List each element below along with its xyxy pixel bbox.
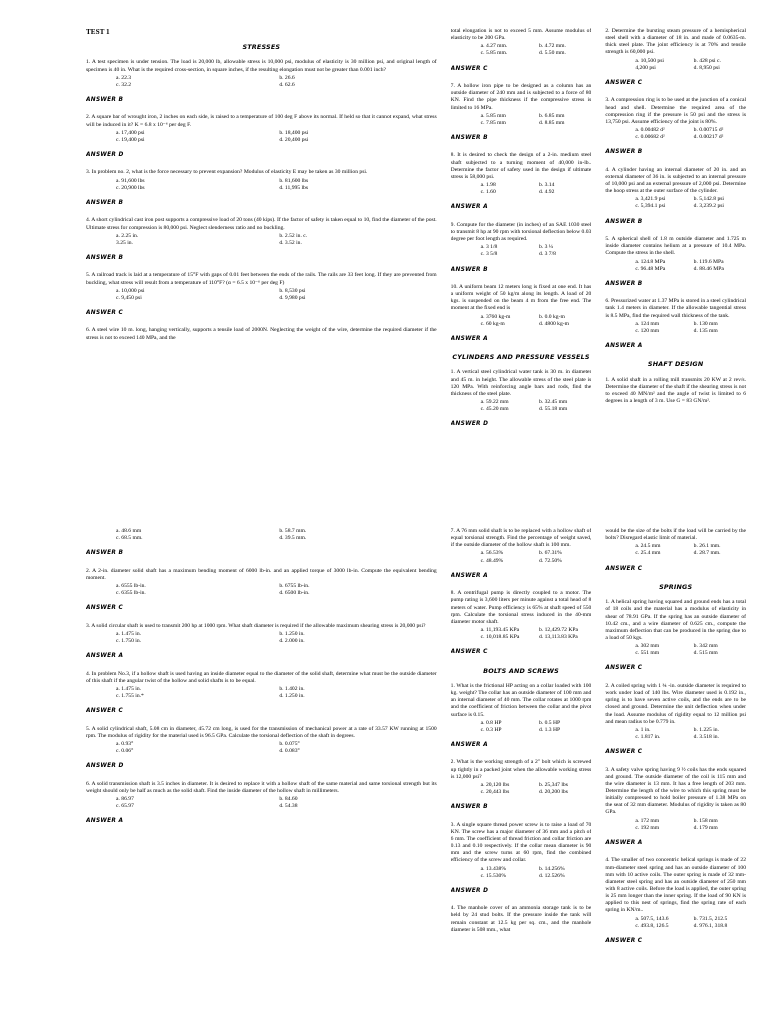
answer-options: [451, 550, 592, 564]
answer-option: b. 130 mm: [693, 320, 718, 327]
question-text: 5. A railroad track is laid at a temperature of 15°F with gaps of 0.01 feet between the ends of the rails. The rails are 33 feet long. If they are prevented from buckling, what stress will result from a temperature of 110°F? (α = 6.5 x 10⁻⁶ per deg F): [86, 272, 437, 286]
answer-option: c. 65.97: [116, 803, 134, 810]
answer-option: c. 20,443 lbs: [480, 789, 510, 795]
answer-option: c. 551 mm: [635, 650, 660, 657]
answer-option: b. 5,142.8 psi: [693, 196, 724, 203]
answer-option: b. 25,347 lbs: [539, 781, 568, 788]
answer-option: a. 5.85 mm: [480, 112, 506, 119]
answer-option: c. 0.06°: [116, 748, 134, 755]
answer-option: d. 55.18 mm: [539, 406, 568, 413]
answer-options: [605, 58, 746, 72]
question-text: 4. A cylinder having an internal diameter of 20 in. and an external diameter of 36 in. is subjected to an internal pressure of 10,000 psi and an external pressure of 2,000 psi. Determine the hoop stress at the outer surface of the cylinder.: [605, 166, 747, 195]
answer-option: d. 62.6: [279, 81, 295, 88]
answer-option: d. 4800 kg-m: [539, 320, 569, 327]
answer-option: d. 135 mm: [693, 327, 718, 334]
answer-options: [451, 113, 592, 127]
answer-options: [451, 866, 592, 880]
answer-options: [451, 782, 592, 796]
bottom-column-1: [86, 528, 437, 1018]
answer-options: [86, 130, 437, 144]
answer-options: [86, 796, 437, 810]
question-text: 1. A vertical steel cylindrical water tank is 30 m. in diameter and 45 m. in height. The allowable stress of the steel plate is 120 MPa. With reinforcing angle bars and rods, find the thickness of the steel plate.: [450, 369, 592, 397]
answer-option: a. 0.93°: [116, 740, 134, 747]
answer-options: [451, 244, 592, 258]
answer-option: c. 5,394.1 psi: [635, 203, 666, 210]
answer-key: ANSWER A: [86, 653, 124, 660]
answer-option: b. 731.5, 212.5: [693, 915, 728, 922]
answer-key: ANSWER C: [450, 65, 488, 72]
answer-option: b. 58.7 mm.: [279, 528, 307, 534]
answer-option: a. 17,400 psi: [116, 129, 145, 136]
question-text: 2. What is the working strength of a 2" bolt which is screwed up tightly in a packed joint when the allowable working stress is 12,000 psi?: [450, 759, 592, 780]
answer-option: c. 60 kg-m: [480, 320, 505, 327]
answer-option: a. 124.8 MPa: [635, 258, 666, 265]
answer-option: a. 124 mm: [635, 320, 660, 327]
answer-key: ANSWER B: [86, 550, 124, 557]
answer-option: d. 3,239.2 psi: [693, 203, 724, 210]
answer-option: b. 0.5 HP: [539, 719, 561, 726]
question-text: 1. A helical spring having squared and ground ends has a total of 18 coils and the material has a modulus of elasticity in shear of 78.91 GPa. If the spring has an outside diameter of 10.42 cm., and a wire diameter of 0.625 cm., compute the maximum deflection that can be produced in the spring due to a load of 50 kgs.: [605, 599, 747, 641]
answer-option: d. 8.85 mm: [539, 119, 565, 126]
answer-option: c. 32.2: [116, 81, 132, 88]
question-continuation: total elongation is not to exceed 5 mm. Assume modulus of elasticity to be 200 GPa.: [450, 28, 592, 42]
answer-options: [451, 399, 592, 413]
bottom-column-2: [451, 528, 592, 1018]
answer-option: c. 25.4 mm: [635, 550, 661, 557]
answer-option: a. 22.3: [116, 74, 132, 81]
answer-key: ANSWER A: [86, 818, 124, 825]
section-heading: BOLTS AND SCREWS: [483, 666, 559, 675]
answer-options: [86, 178, 437, 192]
answer-option: d. 6500 lb-in.: [279, 590, 310, 597]
answer-option: c. 1.750 in.: [116, 638, 142, 645]
answer-option: c. 20,900 lbs: [116, 184, 145, 191]
answer-option: 3.25 in.: [116, 239, 133, 246]
answer-option: b. 32.45 mm: [539, 399, 568, 406]
answer-options: [86, 288, 437, 302]
answer-options: [86, 75, 437, 89]
answer-option: d. 11,995 lbs: [279, 184, 309, 191]
answer-option: b. 3.14: [539, 182, 555, 188]
question-text: 3. In problem no. 2, what is the force necessary to prevent expansion? Modulus of elasticity E may be taken as 30 million psi.: [86, 169, 368, 176]
answer-option: b. 0.00715 d²: [693, 126, 724, 133]
answer-key: ANSWER B: [86, 199, 124, 206]
answer-options: [605, 259, 746, 273]
answer-option: b. 1.250 in.: [279, 630, 305, 637]
answer-option: a. 6555 lb-in.: [116, 583, 146, 590]
answer-option: a. 24.5 mm: [635, 543, 661, 550]
answer-option: d. 20,200 lbs: [539, 789, 568, 795]
answer-option: a. 2.25 in.: [116, 232, 139, 239]
answer-option: c. 0.3 HP: [480, 726, 502, 733]
question-text: 2. A coiled spring with 1 ¾ -in. outside diameter is required to work under load of 140 lbs. Wire diameter used is 0.192 in., spring is to have seven active coils, and the ends are to be closed and ground. Determine the unit deflection when under the load. Assume modulus of rigidity equal to 12 million psi and mean radius to be 0.779 in.: [605, 682, 747, 725]
question-text: 1. What is the frictional HP acting on a collar loaded with 100 kg. weight? The collar has an outside diameter of 100 mm and an internal diameter of 40 mm. The collar rotates at 1000 rpm and the coefficient of friction between the collar and the pivot surface is 0.15.: [450, 682, 592, 718]
answer-options: [86, 631, 437, 645]
answer-options: [451, 720, 592, 734]
answer-option: 4,200 psi: [635, 64, 656, 71]
top-column-3: [605, 28, 746, 503]
question-text: 7. A 76 mm solid shaft is to be replaced with a hollow shaft of equal torsional strength. Find the percentage of weight saved, if the outside diameter of the hollow shaft is 100 mm.: [450, 528, 592, 549]
answer-options: [86, 528, 437, 542]
answer-option: b. 67.31%: [539, 550, 562, 557]
answer-key: ANSWER C: [450, 649, 488, 656]
answer-option: b. 2.52 in. c.: [279, 232, 308, 239]
answer-options: [605, 127, 746, 141]
answer-option: c. 1.60: [480, 189, 496, 196]
answer-key: ANSWER A: [605, 343, 643, 349]
answer-option: a. 11,193.45 KPa: [480, 626, 520, 633]
question-text: 2. A 2-in. diameter solid shaft has a maximum bending moment of 6000 lb-in. and an applied torque of 3000 lb-in. Compute the equivalent bending moment.: [86, 567, 437, 581]
test-title: TEST 1: [86, 28, 110, 36]
answer-option: d. 3.52 in.: [279, 239, 302, 246]
answer-option: d. 0.00217 d²: [693, 134, 724, 141]
answer-key: ANSWER C: [86, 310, 124, 316]
answer-option: b. 12,429.72 KPa: [539, 626, 579, 633]
answer-option: a. 1.475 in.: [116, 630, 142, 637]
answer-options: [605, 543, 746, 557]
question-text: 3. A compression ring is to be used at the junction of a conical head and shell. Determine the required area of the compression ring if the pressure is 50 psi and the stress is 13,750 psi. Assume efficiency of the joint is 80%.: [605, 97, 747, 125]
answer-option: c. 10,018.85 KPa: [480, 634, 520, 641]
question-text: 10. A uniform beam 12 meters long is fixed at one end. It has a uniform weight of 50 kg/m along its length. A load of 20 kgs. is suspended on the beam 4 m from the free end. The moment at the fixed end is: [450, 283, 592, 312]
question-text: 6. A solid transmission shaft is 3.5 inches in diameter. It is desired to replace it with a hollow shaft of the same material and same torsional strength but its weight should only be half as much as the solid shaft. Find the inside diameter of the hollow shaft in millimeters.: [86, 780, 437, 794]
question-text: 6. Pressurized water at 1.37 MPa is stored in a steel cylindrical tank 1.4 meters in diameter. If the allowable tangential stress is 8.5 MPa, find the required wall thickness of the tank.: [605, 298, 747, 319]
answer-option: c. 68.5 mm.: [116, 535, 143, 542]
answer-option: b. 26.1 mm.: [693, 543, 721, 550]
answer-option: d. 1.3 HP: [539, 726, 561, 733]
answer-option: d. 3.518 in.: [693, 733, 719, 740]
answer-option: c. 45.20 mm: [480, 406, 509, 413]
answer-options: [605, 818, 746, 832]
answer-option: d. 5.50 mm.: [539, 50, 566, 57]
answer-option: c. 9,450 psi: [116, 294, 142, 301]
answer-option: d. 976.1, 318.8: [693, 922, 728, 929]
question-text: 2. A square bar of wrought iron, 2 inches on each side, is raised to a temperature of 100 deg F above its normal. If held so that it cannot expand, what stress will be induced in it? K = 6.8 x 10⁻⁶ per deg F.: [86, 114, 437, 128]
answer-option: b. 1.402 in.: [279, 685, 305, 692]
answer-option: b. 428 psi c.: [693, 57, 721, 64]
answer-option: b. 342 mm: [693, 643, 718, 650]
question-text: 7. A hollow iron pipe to be designed as a column has an outside diameter of 240 mm and is subjected to a force of 80 KN. Find the pipe thickness if the compressive stress is limited to 16 MPa.: [450, 83, 592, 111]
answer-option: b. 6755 lb-in.: [279, 583, 310, 590]
answer-option: a. 56.53%: [480, 550, 504, 557]
answer-option: a. 48.6 mm: [116, 528, 142, 534]
answer-option: d. 20,400 psi: [279, 136, 309, 143]
top-column-2: [451, 28, 592, 503]
answer-key: ANSWER B: [450, 266, 488, 273]
answer-option: c. 0.00682 d²: [635, 134, 665, 141]
answer-key: ANSWER C: [605, 749, 643, 756]
answer-option: d. 54.38: [279, 803, 298, 810]
question-text: 9. Compute for the diameter (in inches) of an SAE 1030 steel to transmit 8 hp at 90 rpm with torsional deflection below 0.03 degree per foot length as required.: [450, 221, 592, 243]
question-text: 3. A safety valve spring having 9 ½ coils has the ends squared and ground. The outside diameter of the coil is 115 mm and the wire diameter is 13 mm. It has a free length of 203 mm. Determine the length of the wire to which this spring must be initially compressed to hold boiler pressure of 1.38 MPa on the seat of 32 mm diameter. Modulus of rigidity is taken as 80 GPa.: [605, 766, 747, 816]
answer-option: d. 4.92: [539, 189, 555, 196]
answer-option: d. 1.250 in.: [279, 693, 305, 700]
answer-options: [86, 583, 437, 597]
answer-option: a. 3 1/8: [480, 244, 498, 251]
question-text: 3. A solid circular shaft is used to transmit 200 hp at 1000 rpm. What shaft diameter is required if the allowable maximum shearing stress is 20,000 psi?: [86, 622, 426, 629]
question-continuation: would be the size of the bolts if the load will be carried by the bolts? Disregard elastic limit of material.: [605, 528, 747, 542]
answer-option: d. 0.083°: [279, 748, 300, 755]
answer-option: a. 1.98: [480, 182, 496, 188]
answer-key: ANSWER B: [605, 149, 643, 156]
answer-option: c. 7.85 mm: [480, 119, 506, 126]
answer-options: [451, 627, 592, 641]
question-text: 1. A solid shaft in a rolling mill transmits 20 KW at 2 rev/s. Determine the diameter of the shaft if the shearing stress is not to exceed 40 MN/m² and the angle of twist is limited to 6 degrees in a length of 3 m. Use G = 83 GN/m².: [605, 376, 747, 405]
answer-option: c. 48.49%: [480, 557, 504, 564]
answer-option: a. 10,000 psi: [116, 287, 145, 294]
answer-key: ANSWER B: [450, 134, 488, 141]
answer-key: ANSWER A: [450, 572, 488, 579]
answer-options: [605, 643, 746, 657]
answer-key: ANSWER D: [450, 421, 489, 428]
answer-option: d. 179 mm: [693, 824, 718, 831]
answer-key: ANSWER C: [86, 605, 124, 612]
question-text: 4. The manhole cover of an ammonia storage tank is to be held by 24 stud bolts. If the pressure inside the tank will remain constant at 12.5 kg per sq. cm., and the manhole diameter is 508 mm., what: [450, 905, 592, 933]
answer-key: ANSWER C: [86, 708, 124, 715]
answer-option: b. 158 mm: [693, 817, 718, 824]
answer-option: a. 1 in.: [635, 726, 651, 733]
answer-option: c. 6355 lb-in.: [116, 590, 146, 597]
answer-option: b. 6.85 mm: [539, 112, 565, 119]
bottom-sheet: [0, 528, 768, 1018]
question-text: 1. A test specimen is under tension. The load is 20,000 lb, allowable stress is 10,000 psi, modulus of elasticity is 30 million psi, and original length of specimen is 40 in. What is the required cross-section, in square inches, if the resulting elongation must not be greater than 0.001 inch?: [86, 59, 437, 73]
top-sheet: [0, 28, 768, 503]
answer-option: d. 515 mm: [693, 650, 718, 657]
answer-options: [451, 314, 592, 328]
answer-option: b. 81,600 lbs: [279, 177, 309, 184]
answer-option: d. 12.526%: [539, 872, 565, 879]
answer-options: [86, 686, 437, 700]
answer-key: ANSWER A: [450, 741, 488, 748]
answer-option: a. 4.27 mm.: [480, 43, 508, 50]
question-text: 4. A short cylindrical cast iron post supports a compressive load of 20 tons (40 kips). If the factor of safety is taken equal to 10, find the diameter of the post. Ultimate stress for compression is 80,000 psi. Neglect slenderness ratio and no buckling.: [86, 217, 437, 231]
section-heading: SPRINGS: [659, 583, 693, 592]
answer-option: c. 96.48 MPa: [635, 265, 666, 272]
answer-options: [605, 196, 746, 210]
answer-key: ANSWER C: [605, 665, 643, 672]
answer-option: d. 13,113.83 KPa: [539, 634, 578, 641]
answer-option: c. 3 5/8: [480, 251, 498, 258]
answer-option: b. 26.6: [279, 74, 295, 81]
answer-key: ANSWER B: [605, 218, 643, 225]
answer-option: d. 8,950 psi: [693, 64, 720, 71]
answer-option: b. 0.0 kg-m: [539, 313, 565, 320]
answer-options: [605, 321, 746, 335]
question-text: 4. The smaller of two concentric helical springs is made of 22 mm-diameter steel spring and has an outside diameter of 100 mm with 10 active coils. The outer spring is made of 32 mm-diameter steel spring and has an outside diameter of 250 mm with 8 active coils. Before the load is applied, the outer spring is 25 mm longer than the inner spring. If the load of 90 KN is applied to this nest of springs, find the spring rate of each spring in KN/m..: [605, 857, 747, 914]
answer-option: a. 10,500 psi: [635, 57, 664, 64]
answer-option: a. 91,600 lbs: [116, 177, 145, 184]
answer-option: a. 59.22 mm: [480, 399, 509, 406]
answer-option: a. 13.438%: [480, 865, 506, 872]
section-heading: SHAFT DESIGN: [647, 360, 704, 369]
answer-key: ANSWER B: [605, 280, 643, 287]
answer-option: d. 39.5 mm.: [279, 535, 307, 542]
question-text: 3. A single square thread power screw is to raise a load of 70 KN. The screw has a major diameter of 36 mm and a pitch of 6 mm. The coefficient of thread friction and collar friction are 0.13 and 0.10 respectively. If the collar mean diameter is 90 mm and the screw turns at 60 rpm, find the combined efficiency of the screw and collar.: [450, 821, 592, 864]
answer-key: ANSWER C: [605, 565, 643, 572]
answer-option: c. 19,400 psi: [116, 136, 145, 143]
answer-key: ANSWER B: [86, 97, 124, 104]
answer-option: c. 192 mm: [635, 824, 660, 831]
answer-key: ANSWER D: [86, 763, 124, 770]
answer-option: b. 119.6 MPa: [693, 258, 724, 265]
answer-key: ANSWER A: [450, 335, 488, 342]
answer-option: d. 72.50%: [539, 557, 562, 564]
answer-key: ANSWER C: [605, 937, 643, 944]
answer-option: a. 507.5, 143.6: [635, 915, 669, 922]
answer-key: ANSWER A: [450, 204, 488, 211]
section-heading: CYLINDERS AND PRESSURE VESSELS: [452, 353, 590, 362]
answer-option: b. 0.075°: [279, 740, 300, 747]
answer-key: ANSWER C: [605, 79, 643, 86]
answer-option: d. 9,980 psi: [279, 294, 306, 301]
answer-option: d. 28.7 mm.: [693, 550, 721, 557]
answer-option: a. 0.8 HP: [480, 719, 502, 726]
answer-key: ANSWER A: [605, 839, 643, 846]
bottom-column-3: [605, 528, 746, 1018]
answer-option: b. 4.72 mm.: [539, 43, 566, 50]
answer-option: b. 18,400 psi: [279, 129, 309, 136]
answer-option: d. 3 7/8: [539, 251, 556, 258]
answer-key: ANSWER D: [86, 152, 124, 159]
answer-option: b. 84.60: [279, 796, 298, 802]
question-text: 5. A solid cylindrical shaft, 5.08 cm in diameter, 45.72 cm long, is used for the transmission of mechanical power at a rate of 33.57 KW running at 1500 rpm. The modulus of rigidity for the material used is 96.5 GPa. Calculate the torsional deflection of the shaft in degrees.: [86, 725, 437, 739]
answer-option: c. 120 mm: [635, 327, 660, 334]
answer-option: a. 172 mm: [635, 817, 660, 824]
answer-options: [605, 916, 746, 930]
answer-options: [86, 233, 437, 247]
answer-options: [605, 727, 746, 741]
answer-key: ANSWER B: [450, 804, 488, 811]
answer-option: b. 8,530 psi: [279, 287, 306, 294]
answer-option: c. 1.817 in.: [635, 733, 661, 740]
answer-option: a. 302 mm: [635, 643, 660, 650]
question-text: 4. In problem No.3, if a hollow shaft is used having an inside diameter equal to the diameter of the solid shaft, determine what must be the outside diameter of this shaft if the angular twist of the hollow and solid shafts is to be equal.: [86, 670, 437, 684]
answer-option: b. 1.225 in.: [693, 726, 719, 733]
question-text: 2. Determine the bursting steam pressure of a hemispherical steel shell with a diameter of 18 in. and made of 0.0635-m. thick steel plate. The joint efficiency is at 70% and tensile strength is 60,000 psi.: [605, 28, 747, 56]
answer-options: [451, 182, 592, 196]
top-column-1: [86, 28, 437, 503]
answer-option: c. 15.530%: [480, 872, 506, 879]
answer-option: d. 2.000 in.: [279, 638, 305, 645]
answer-option: a. 86.97: [116, 796, 134, 802]
answer-option: a. 0.00482 d²: [635, 126, 665, 133]
answer-key: ANSWER D: [450, 887, 489, 894]
question-text: 6. A steel wire 10 m. long, hanging vertically, supports a tensile load of 2000N. Neglecting the weight of the wire, determine the required diameter if the stress is not to exceed 140 MPa, and the: [86, 327, 437, 341]
question-text: 8. A centrifugal pump is directly coupled to a motor. The pump rating is 3,600 liters per minute against a total head of 8 meters of water. Pump efficiency is 65% at shaft speed of 550 rpm. Calculate the torsional stress induced in the 40-mm diameter motor shaft.: [450, 590, 592, 625]
answer-option: b. 14.256%: [539, 865, 565, 872]
answer-key: ANSWER B: [86, 254, 124, 261]
answer-options: [451, 43, 592, 57]
answer-options: [86, 741, 437, 755]
question-text: 5. A spherical shell of 1.8 m outside diameter and 1.725 m inside diameter contains helium at a pressure of 10.4 MPa. Compute the stress in the shell.: [605, 236, 747, 257]
answer-option: a. 1.475 in.: [116, 685, 142, 692]
answer-option: a. 3760 kg-m: [480, 313, 511, 320]
answer-option: c. 493.8, 126.5: [635, 922, 669, 929]
answer-option: c. 5.85 mm.: [480, 50, 508, 57]
answer-option: b. 3 ¼: [539, 244, 553, 251]
answer-option: d. 88.46 MPa: [693, 265, 724, 272]
section-heading: STRESSES: [242, 43, 281, 52]
answer-option: a. 3,421.9 psi: [635, 196, 666, 203]
answer-option: a. 20,120 lbs: [480, 781, 510, 788]
answer-option: c. 1.755 in.*: [116, 693, 144, 700]
question-text: 8. It is desired to check the design of a 2-in. medium steel shaft subjected to a turning moment of 40,000 in-lb.. Determine the factor of safety used in the design if ultimate stress is 58,000 psi.: [450, 152, 592, 180]
